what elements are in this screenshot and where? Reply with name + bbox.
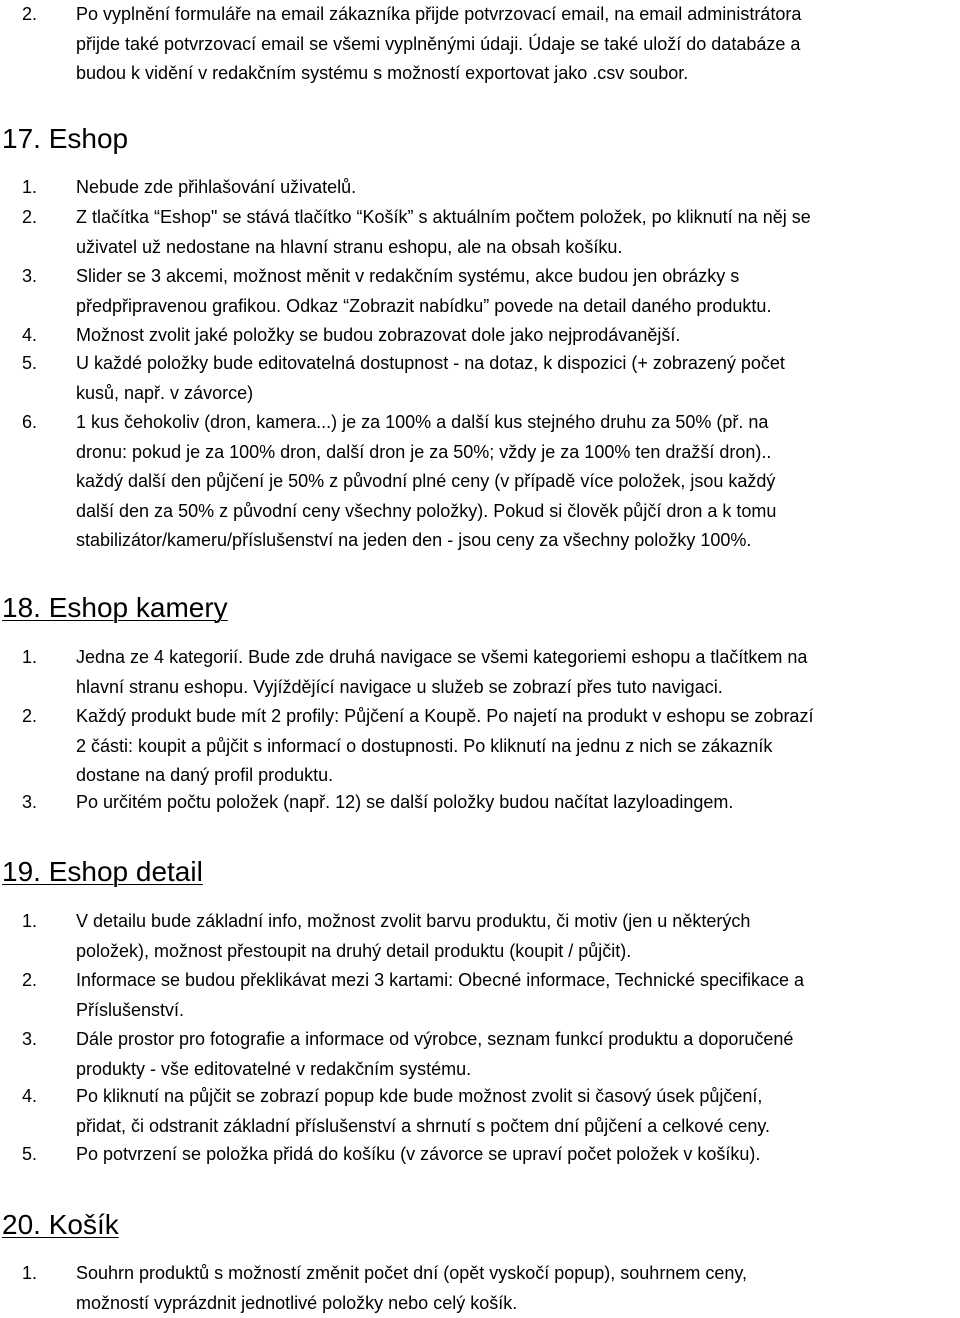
list-item-number: 5. bbox=[22, 1144, 38, 1164]
list-item-number: 1. bbox=[22, 177, 38, 197]
list-item-number: 3. bbox=[22, 266, 38, 286]
list-item-text: Z tlačítka “Eshop" se stává tlačítko “Košík” s aktuálním počtem položek, po kliknutí na něj se uživatel už nedostane na hlavní stranu eshopu, ale na obsah košíku. bbox=[76, 207, 811, 257]
list-item-text: 1 kus čehokoliv (dron, kamera...) je za 100% a další kus stejného druhu za 50% (př. na dronu: pokud je za 100% dron, další dron je za 50%; vždy je za 100% ten dražší dron).. každý další den půjčení je 50% z původní plné ceny (v případě více položek, jsou každý další den za 50% z původní ceny všechny položky). Pokud si člověk půjčí dron a k tomu stabilizátor/kameru/příslušenství na jeden den - jsou ceny za všechny položky 100%. bbox=[76, 412, 777, 550]
section-heading-eshop-kamery: 18. Eshop kamery bbox=[2, 592, 228, 623]
list-item-text: Dále prostor pro fotografie a informace od výrobce, seznam funkcí produktu a doporučené produkty - vše editovatelné v redakčním systému. bbox=[76, 1029, 794, 1079]
list-item-text: Možnost zvolit jaké položky se budou zobrazovat dole jako nejprodávanější. bbox=[76, 325, 681, 345]
list-item-number: 6. bbox=[22, 412, 38, 432]
list-item-number: 2. bbox=[22, 970, 38, 990]
list-item-number: 2. bbox=[22, 207, 38, 227]
section-heading-eshop: 17. Eshop bbox=[2, 123, 129, 154]
list-item-number: 3. bbox=[22, 792, 38, 812]
list-item-number: 4. bbox=[22, 1086, 38, 1106]
list-item-text: Souhrn produktů s možností změnit počet dní (opět vyskočí popup), souhrnem ceny, možností vyprázdnit jednotlivé položky nebo celý košík. bbox=[76, 1263, 748, 1313]
list-item-number: 3. bbox=[22, 1029, 38, 1049]
list-item-number: 2. bbox=[22, 4, 38, 24]
list-item-text: Po vyplnění formuláře na email zákazníka přijde potvrzovací email, na email administrátora přijde také potvrzovací email se všemi vyplněnými údaji. Údaje se také uloží do databáze a budou k vidění v redakčním systému s možností exportovat jako .csv soubor. bbox=[76, 4, 802, 83]
list-item-text: Každý produkt bude mít 2 profily: Půjčení a Koupě. Po najetí na produkt v eshopu se zobrazí 2 části: koupit a půjčit s informací o dostupnosti. Po kliknutí na jednu z nich se zákazník dostane na daný profil produktu. bbox=[76, 706, 814, 785]
list-item-text: Po potvrzení se položka přidá do košíku (v závorce se upraví počet položek v košíku). bbox=[76, 1144, 761, 1164]
list-item-number: 1. bbox=[22, 911, 38, 931]
list-item-number: 5. bbox=[22, 353, 38, 373]
list-item-text: Po určitém počtu položek (např. 12) se další položky budou načítat lazyloadingem. bbox=[76, 792, 734, 812]
section-heading-kosik: 20. Košík bbox=[2, 1209, 119, 1240]
list-item-number: 2. bbox=[22, 706, 38, 726]
list-item-number: 1. bbox=[22, 1263, 38, 1283]
list-item-number: 4. bbox=[22, 325, 38, 345]
section-heading-eshop-detail: 19. Eshop detail bbox=[2, 856, 203, 887]
list-item-number: 1. bbox=[22, 647, 38, 667]
list-item-text: Jedna ze 4 kategorií. Bude zde druhá navigace se všemi kategoriemi eshopu a tlačítkem na hlavní stranu eshopu. Vyjíždějící navigace u služeb se zobrazí přes tuto navigaci. bbox=[76, 647, 808, 697]
list-item-text: U každé položky bude editovatelná dostupnost - na dotaz, k dispozici (+ zobrazený počet kusů, např. v závorce) bbox=[76, 353, 785, 403]
list-item-text: Nebude zde přihlašování uživatelů. bbox=[76, 177, 357, 197]
list-item-text: V detailu bude základní info, možnost zvolit barvu produktu, či motiv (jen u některých položek), možnost přestoupit na druhý detail produktu (koupit / půjčit). bbox=[76, 911, 751, 961]
list-item-text: Slider se 3 akcemi, možnost měnit v redakčním systému, akce budou jen obrázky s předpřipravenou grafikou. Odkaz “Zobrazit nabídku” povede na detail daného produktu. bbox=[76, 266, 772, 316]
list-item-text: Po kliknutí na půjčit se zobrazí popup kde bude možnost zvolit si časový úsek půjčení, přidat, či odstranit základní příslušenství a shrnutí s počtem dní půjčení a celkové ceny. bbox=[76, 1086, 771, 1136]
list-item-text: Informace se budou překlikávat mezi 3 kartami: Obecné informace, Technické specifikace a Příslušenství. bbox=[76, 970, 805, 1020]
